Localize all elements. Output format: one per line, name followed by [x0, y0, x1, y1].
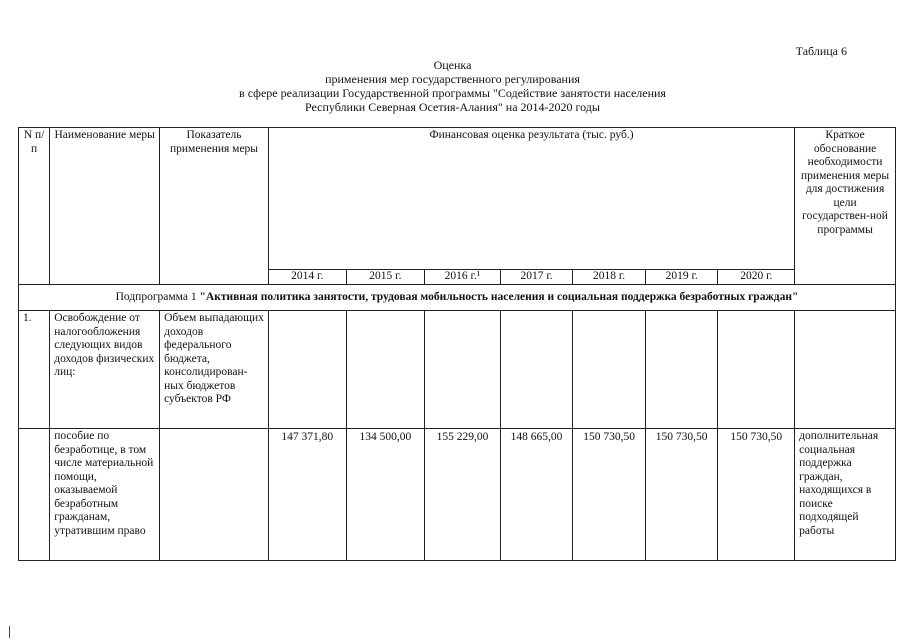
row1-value-2017 — [500, 311, 573, 429]
subprogram-row — [19, 284, 896, 311]
row1-num: 1. — [19, 311, 50, 429]
subprogram-name: "Активная политика занятости, трудовая мобильность населения и социальная поддержка безработных граждан" — [199, 290, 799, 303]
row1-value-2016 — [425, 311, 501, 429]
header-finance: Финансовая оценка результата (тыс. руб.) — [268, 128, 794, 270]
header-rationale: Краткое обоснование необходимости применения меры для достижения цели государствен-ной программы — [795, 128, 896, 285]
scan-margin-mark — [9, 626, 10, 638]
row2-rationale: дополнительная социальная поддержка граждан, находящихся в поиске подходящей работы — [795, 429, 896, 561]
year-2016: 2016 г.¹ — [425, 270, 501, 285]
row1-value-2015 — [346, 311, 425, 429]
year-2020: 2020 г. — [718, 270, 795, 285]
title-line-4: Республики Северная Осетия-Алания" на 2014-2020 годы — [305, 100, 600, 114]
row2-measure: пособие по безработице, в том числе материальной помощи, оказываемой безработным гражданам, утратившим право — [50, 429, 160, 561]
year-2017: 2017 г. — [500, 270, 573, 285]
row2-value-2016: 155 229,00 — [425, 429, 501, 561]
title-line-2: применения мер государственного регулирования — [325, 72, 580, 86]
row1-value-2020 — [718, 311, 795, 429]
row2-value-2020: 150 730,50 — [718, 429, 795, 561]
header-measure: Наименование меры — [50, 128, 160, 285]
title-line-1: Оценка — [433, 58, 472, 72]
year-2014: 2014 г. — [268, 270, 346, 285]
row1-rationale — [795, 311, 896, 429]
header-indicator: Показатель применения меры — [160, 128, 269, 285]
row2-value-2015: 134 500,00 — [346, 429, 425, 561]
row2-value-2019: 150 730,50 — [645, 429, 718, 561]
row2-value-2014: 147 371,80 — [268, 429, 346, 561]
row1-indicator: Объем выпадающих доходов федерального бюджета, консолидирован-ных бюджетов субъектов РФ — [160, 311, 269, 429]
year-2018: 2018 г. — [573, 270, 646, 285]
year-2019: 2019 г. — [645, 270, 718, 285]
row1-value-2019 — [645, 311, 718, 429]
row2-value-2017: 148 665,00 — [500, 429, 573, 561]
row2-indicator — [160, 429, 269, 561]
row2-num — [19, 429, 50, 561]
year-2015: 2015 г. — [346, 270, 425, 285]
assessment-table — [18, 127, 896, 561]
table-number-label: Таблица 6 — [795, 44, 847, 58]
title-line-3: в сфере реализации Государственной программы "Содействие занятости населения — [239, 86, 666, 100]
header-num: N п/п — [19, 128, 50, 285]
subprogram-prefix: Подпрограмма 1 — [115, 290, 200, 303]
row2-value-2018: 150 730,50 — [573, 429, 646, 561]
table-row — [19, 429, 896, 561]
table-row — [19, 311, 896, 429]
row1-measure: Освобождение от налогообложения следующих видов доходов физических лиц: — [50, 311, 160, 429]
row1-value-2018 — [573, 311, 646, 429]
row1-value-2014 — [268, 311, 346, 429]
